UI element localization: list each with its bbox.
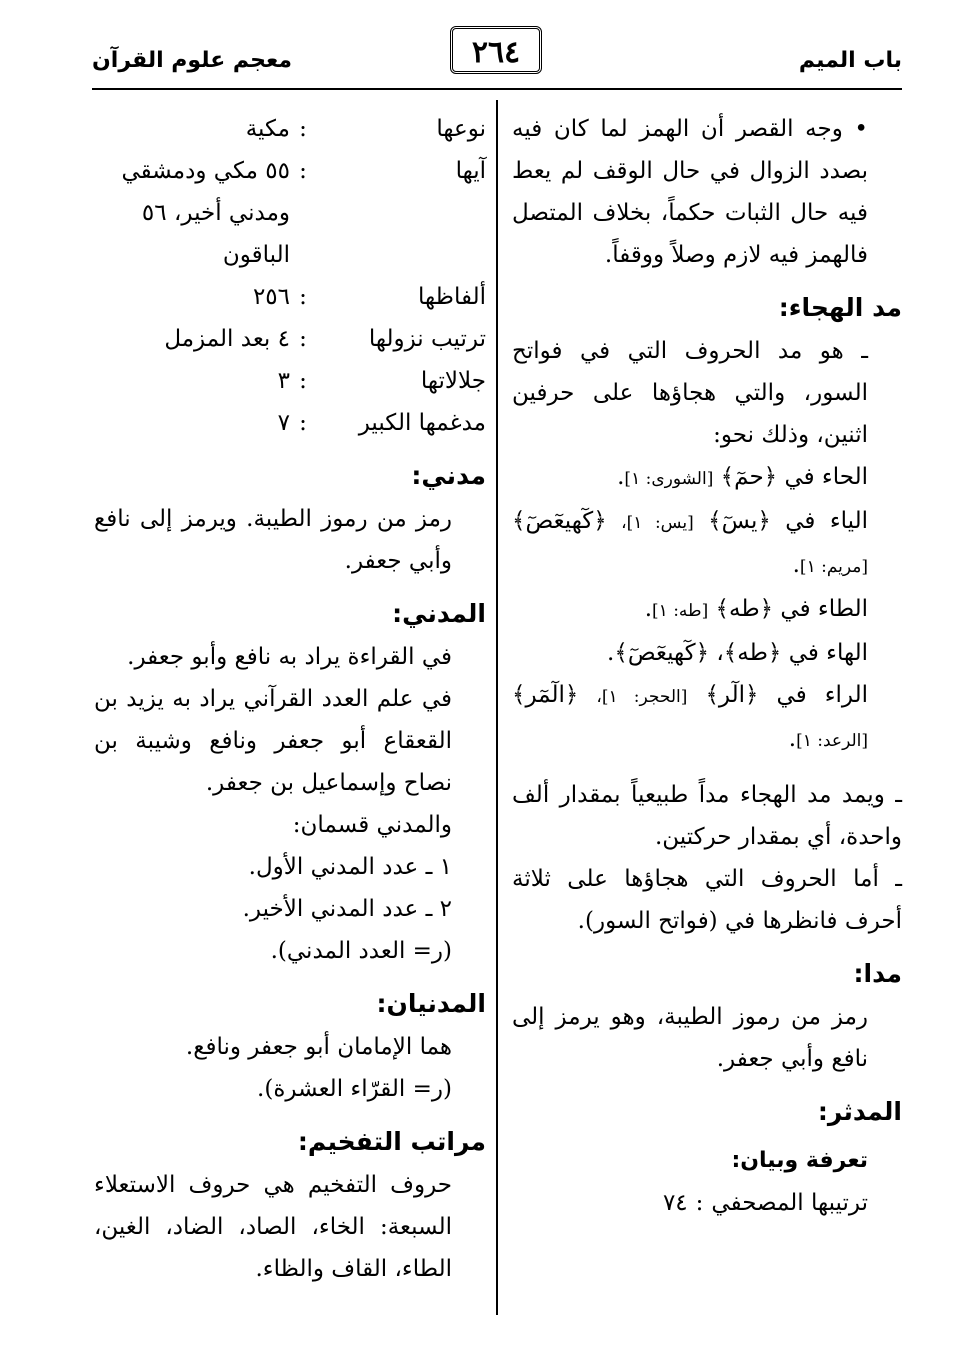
info-value: ٧٤ bbox=[662, 1190, 688, 1216]
column-divider bbox=[496, 100, 498, 1315]
info-value: ٥٥ مكي ودمشقي ومدني أخير، ٥٦ الباقون bbox=[121, 158, 290, 268]
paragraph: في القراءة يراد به نافع وأبو جعفر. bbox=[127, 644, 452, 670]
paragraph: والمدني قسمان: bbox=[292, 812, 452, 838]
page-number: ٢٦٤ bbox=[450, 26, 542, 74]
paragraph: ـ هو مد الحروف التي في فواتح السور، والتي هجاؤها على حرفين اثنين، وذلك نحو: bbox=[512, 338, 868, 448]
example-text: الياء في ﴿يسٓ﴾ bbox=[708, 508, 869, 534]
info-key: ترتيبها المصحفي bbox=[711, 1190, 868, 1216]
example-line: الطاء في ﴿طه﴾ [طه: ١]. bbox=[644, 596, 868, 622]
entry-heading: مدا: bbox=[853, 959, 902, 988]
citation: [يس: ١]، bbox=[621, 513, 694, 533]
info-key: جلالاتها bbox=[420, 368, 486, 394]
list-item: ٢ ـ عدد المدني الأخير. bbox=[242, 896, 452, 922]
info-value: ٢٥٦ bbox=[252, 284, 290, 310]
entry-heading: مدني: bbox=[411, 461, 486, 490]
example-text: ﴿كٓهيعٓصٓ﴾ bbox=[512, 508, 607, 534]
citation: [مريم: ١] bbox=[799, 557, 868, 577]
info-key: نوعها bbox=[436, 116, 486, 142]
citation: [الرعد: ١] bbox=[796, 731, 868, 751]
paragraph: ـ ويمد مد الهجاء مداً طبيعياً بمقدار ألف واحدة، أي بمقدار حركتين. bbox=[512, 782, 902, 850]
colon: : bbox=[299, 326, 307, 352]
info-value: ٤ بعد المزمل bbox=[164, 326, 290, 352]
info-row bbox=[94, 402, 486, 444]
paragraph: رمز من رموز الطيبة، وهو يرمز إلى نافع وأبي جعفر. bbox=[512, 1004, 868, 1072]
subheading: تعرفة وبيان: bbox=[731, 1148, 868, 1173]
page-header bbox=[92, 26, 902, 82]
colon: : bbox=[695, 1190, 704, 1216]
example-text: الراء في ﴿الٓر﴾ bbox=[705, 682, 869, 708]
paragraph: حروف التفخيم هي حروف الاستعلاء السبعة: الخاء، الصاد، الضاد، الغين، الطاء، القاف والظاء. bbox=[94, 1172, 452, 1282]
entry-heading: مد الهجاء: bbox=[778, 293, 902, 322]
example-line: الهاء في ﴿طه﴾، ﴿كٓهيعٓصٓ﴾. bbox=[607, 640, 868, 666]
header-rule bbox=[92, 88, 902, 90]
colon: : bbox=[299, 116, 307, 142]
info-value: ٣ bbox=[277, 368, 290, 394]
example-text: ﴿الٓمٓر﴾ bbox=[512, 682, 579, 708]
info-row bbox=[94, 150, 486, 276]
citation: [الشورى: ١] bbox=[624, 469, 714, 489]
paragraph: هما الإمامان أبو جعفر ونافع. bbox=[185, 1034, 452, 1060]
citation: [طه: ١] bbox=[652, 601, 709, 621]
info-value: ٧ bbox=[277, 410, 290, 436]
example-line: الياء في ﴿يسٓ﴾ [يس: ١]، ﴿كٓهيعٓصٓ﴾ [مريم: ١]. bbox=[512, 508, 869, 578]
info-key: ألفاظها bbox=[418, 284, 486, 310]
colon: : bbox=[299, 368, 307, 394]
example-line: الحاء في ﴿حمٓ﴾ [الشورى: ١]. bbox=[617, 464, 868, 490]
entry-heading: مراتب التفخيم: bbox=[297, 1127, 486, 1156]
info-row bbox=[512, 1182, 902, 1224]
info-row bbox=[94, 108, 486, 150]
example-line: الراء في ﴿الٓر﴾ [الحجر: ١]، ﴿الٓمٓر﴾ [الرعد: ١]. bbox=[512, 682, 869, 752]
spacer bbox=[512, 762, 902, 774]
colon: : bbox=[299, 284, 307, 310]
info-row bbox=[94, 360, 486, 402]
colon: : bbox=[299, 410, 307, 436]
paragraph: في علم العدد القرآني يراد به يزيد بن القعقاع أبو جعفر ونافع وشيبة بن نصاح وإسماعيل بن جعفر. bbox=[94, 686, 452, 796]
book-title: معجم علوم القرآن bbox=[92, 48, 293, 73]
chapter-title: باب الميم bbox=[798, 48, 902, 73]
citation: [الحجر: ١]، bbox=[596, 687, 688, 707]
list-item: ١ ـ عدد المدني الأول. bbox=[248, 854, 452, 880]
right-column bbox=[512, 108, 902, 1224]
entry-heading: المدنيان: bbox=[376, 989, 486, 1018]
cross-reference: (ر= القرّاء العشرة). bbox=[257, 1076, 452, 1102]
info-value: مكية bbox=[245, 116, 290, 142]
example-text: الطاء في ﴿طه﴾ bbox=[715, 596, 868, 622]
paragraph: رمز من رموز الطيبة. ويرمز إلى نافع وأبي جعفر. bbox=[94, 506, 452, 574]
info-key: مدغمها الكبير bbox=[358, 410, 486, 436]
info-key: آيها bbox=[455, 158, 486, 184]
colon: : bbox=[299, 158, 307, 184]
left-column bbox=[94, 108, 486, 1290]
entry-heading: المدثر: bbox=[817, 1097, 902, 1126]
info-row bbox=[94, 276, 486, 318]
cross-reference: (ر= العدد المدني). bbox=[270, 938, 452, 964]
paragraph: ـ أما الحروف التي هجاؤها على ثلاثة أحرف فانظرها في (فواتح السور). bbox=[512, 866, 902, 934]
paragraph: • وجه القصر أن الهمز لما كان فيه بصدد الزوال في حال الوقف لم يعط فيه حال الثبات حكماً، بخلاف المتصل فالهمز فيه لازم وصلاً ووقفاً. bbox=[512, 116, 868, 268]
example-text: الحاء في ﴿حمٓ﴾ bbox=[720, 464, 868, 490]
info-row bbox=[94, 318, 486, 360]
info-key: ترتيب نزولها bbox=[368, 326, 486, 352]
entry-heading: المدني: bbox=[392, 599, 486, 628]
